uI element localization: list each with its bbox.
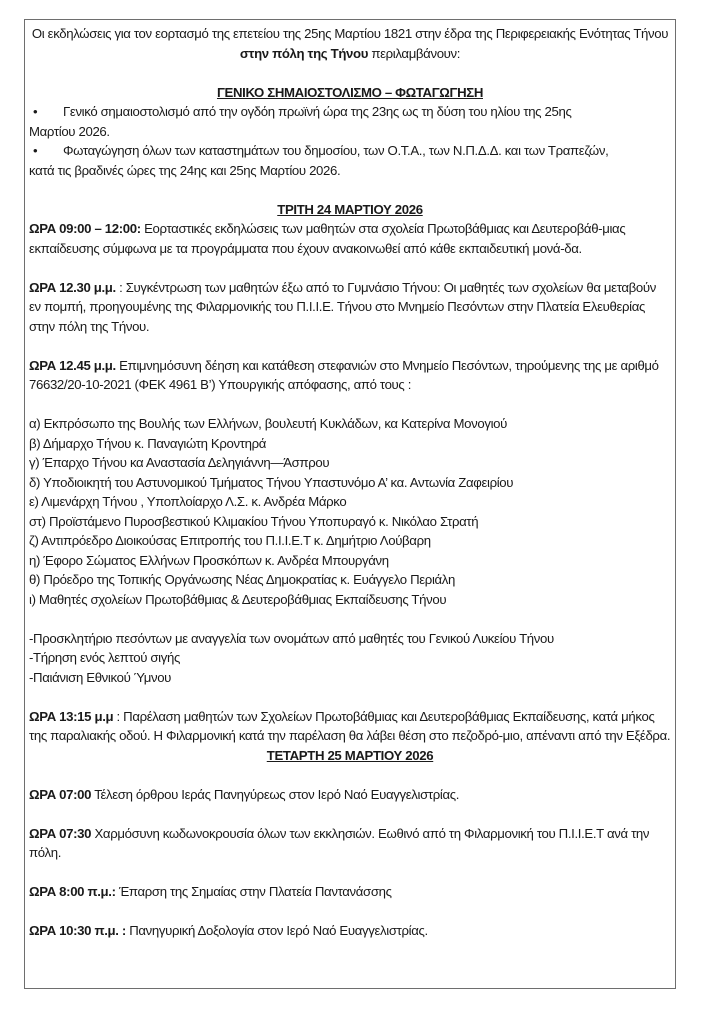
event-time: ΩΡΑ 12.45 μ.μ. <box>29 357 116 373</box>
ceremony-list <box>29 629 671 688</box>
bullet-text-continuation: κατά τις βραδινές ώρες της 24ης και 25ης Μαρτίου 2026. <box>29 162 341 178</box>
ceremony-list-item: -Παιάνιση Εθνικού Ύμνου <box>29 669 172 685</box>
event-text: Πανηγυρική Δοξολογία στον Ιερό Ναό Ευαγγελιστρίας. <box>125 923 428 938</box>
day-heading-tuesday: ΤΡΙΤΗ 24 ΜΑΡΤΙΟΥ 2026 <box>277 201 423 217</box>
wreath-list <box>29 414 671 609</box>
day-heading-wednesday: ΤΕΤΑΡΤΗ 25 ΜΑΡΤΙΟΥ 2026 <box>266 747 434 763</box>
bullet-icon: • <box>33 104 38 119</box>
event-item <box>29 219 671 258</box>
wreath-list-item: β) Δήμαρχο Τήνου κ. Παναγιώτη Κροντηρά <box>29 435 267 451</box>
intro-text: Οι εκδηλώσεις για τον εορτασμό της επετείου της 25ης Μαρτίου 1821 στην έδρα της Περιφερειακής Ενότητας Τήνου <box>31 26 669 41</box>
event-time: ΩΡΑ 07:00 <box>29 786 92 802</box>
event-time: ΩΡΑ 09:00 – 12:00: <box>29 221 141 236</box>
bullet-text: Φωταγώγηση όλων των καταστημάτων του δημοσίου, των Ο.Τ.Α., των Ν.Π.Δ.Δ. και των Τραπεζών, <box>63 143 609 158</box>
event-time: ΩΡΑ 10:30 π.μ. : <box>29 923 126 938</box>
event-item <box>29 785 671 805</box>
event-text: : Παρέλαση μαθητών των Σχολείων Πρωτοβάθμιας και Δευτεροβάθμιας Εκπαίδευσης, κατά μήκος της παραλιακής οδού. Η Φιλαρμονική κατά την παρέλαση θα λάβει θέση στο πεζοδρό-μιο, απέναντι από την Εξέδρα. <box>29 708 671 743</box>
wreath-list-item: η) Έφορο Σώματος Ελλήνων Προσκόπων κ. Ανδρέα Μπουργάνη <box>29 552 389 568</box>
bullet-icon: • <box>33 143 38 158</box>
event-text: Τέλεση όρθρου Ιεράς Πανηγύρεως στον Ιερό Ναό Ευαγγελιστρίας. <box>91 786 460 802</box>
event-text: : Συγκέντρωση των μαθητών έξω από το Γυμνάσιο Τήνου: Οι μαθητές των σχολείων θα μεταβούν εν πομπή, προηγουμένης της Φιλαρμονικής του Π.Ι.Ι.Ε. Τήνου στο Μνημείο Πεσόντων στην Πλατεία Ελευθερίας στην πόλη της Τήνου. <box>29 279 656 334</box>
event-text: Επιμνημόσυνη δέηση και κατάθεση στεφανιών στο Μνημείο Πεσόντων, τηρούμενης της με αριθμό 76632/20-10-2021 (ΦΕΚ 4961 Β’) Υπουργικής απόφασης, από τους : <box>29 357 659 392</box>
wreath-list-item: ε) Λιμενάρχη Τήνου , Υποπλοίαρχο Λ.Σ. κ. Ανδρέα Μάρκο <box>29 494 347 509</box>
intro-text-end: περιλαμβάνουν: <box>368 45 461 61</box>
wreath-list-item: ζ) Αντιπρόεδρο Διοικούσας Επιτροπής του Π.Ι.Ι.Ε.Τ κ. Δημήτριο Λούβαρη <box>29 533 431 548</box>
wreath-list-item: ι) Μαθητές σχολείων Πρωτοβάθμιας & Δευτεροβάθμιας Εκπαίδευσης Τήνου <box>29 591 447 607</box>
event-text: Έπαρση της Σημαίας στην Πλατεία Παντανάσσης <box>115 884 392 899</box>
event-item <box>29 707 671 746</box>
bullet-item <box>29 141 671 180</box>
intro-paragraph <box>29 24 671 63</box>
event-text: Χαρμόσυνη κωδωνοκρουσία όλων των εκκλησιών. Εωθινό από τη Φιλαρμονική του Π.Ι.Ι.Ε.Τ ανά την πόλη. <box>29 825 650 860</box>
wreath-list-item: δ) Υποδιοικητή του Αστυνομικού Τμήματος Τήνου Υπαστυνόμο Α’ κα. Αντωνία Ζαφειρίου <box>29 474 514 490</box>
bullet-item <box>29 102 671 141</box>
event-time: ΩΡΑ 13:15 μ.μ <box>29 708 114 724</box>
event-time: ΩΡΑ 12.30 μ.μ. <box>29 279 116 295</box>
intro-bold-text: στην πόλη της Τήνου <box>239 45 369 61</box>
event-time: ΩΡΑ 8:00 π.μ.: <box>29 884 116 899</box>
bullet-text: Γενικό σημαιοστολισμό από την ογδόη πρωϊνή ώρα της 23ης ως τη δύση του ηλίου της 25ης <box>63 104 572 119</box>
bullet-text-continuation: Μαρτίου 2026. <box>29 123 110 139</box>
ceremony-list-item: -Προσκλητήριο πεσόντων με αναγγελία των ονομάτων από μαθητές του Γενικού Λυκείου Τήνου <box>29 630 554 646</box>
event-item <box>29 882 671 902</box>
section-heading-general: ΓΕΝΙΚΟ ΣΗΜΑΙΟΣΤΟΛΙΣΜΟ – ΦΩΤΑΓΩΓΗΣΗ <box>216 84 483 100</box>
event-time: ΩΡΑ 07:30 <box>29 825 92 841</box>
wreath-list-item: θ) Πρόεδρο της Τοπικής Οργάνωσης Νέας Δημοκρατίας κ. Ευάγγελο Περιάλη <box>29 572 456 587</box>
event-item <box>29 921 671 941</box>
wreath-list-item: α) Εκπρόσωπο της Βουλής των Ελλήνων, βουλευτή Κυκλάδων, κα Κατερίνα Μονογιού <box>29 416 508 431</box>
announcement-frame <box>24 19 676 989</box>
wreath-list-item: γ) Έπαρχο Τήνου κα Αναστασία Δεληγιάννη—Άσπρου <box>29 455 330 470</box>
event-item <box>29 278 671 337</box>
event-text: Εορταστικές εκδηλώσεις των μαθητών στα σχολεία Πρωτοβάθμιας και Δευτεροβάθ-μιας εκπαίδευσης σύμφωνα με τα προγράμματα που έχουν ανακοινωθεί από κάθε εκπαιδευτική μονά-δα. <box>29 221 626 256</box>
wreath-list-item: στ) Προϊστάμενο Πυροσβεστικού Κλιμακίου Τήνου Υποπυραγό κ. Νικόλαο Στρατή <box>29 513 479 529</box>
event-item <box>29 356 671 395</box>
event-item <box>29 824 671 863</box>
ceremony-list-item: -Τήρηση ενός λεπτού σιγής <box>29 650 180 665</box>
